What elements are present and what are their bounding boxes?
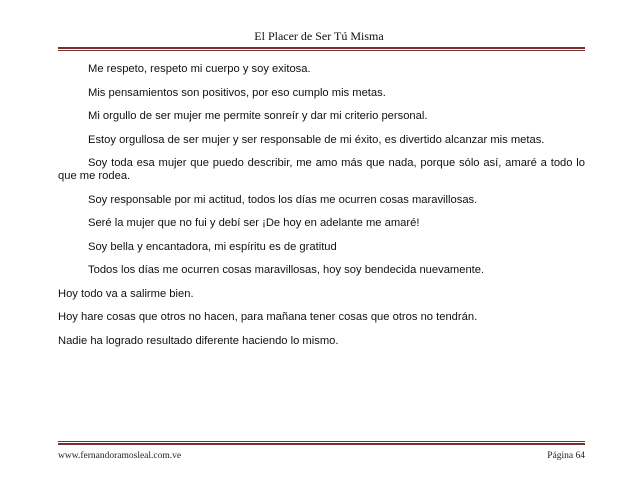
header-rule <box>58 47 585 51</box>
footer-rule <box>58 441 585 445</box>
paragraph: Soy toda esa mujer que puedo describir, me amo más que nada, porque sólo así, amaré a todo lo que me rodea. <box>58 157 585 182</box>
paragraph: Soy bella y encantadora, mi espíritu es de gratitud <box>88 240 337 253</box>
paragraph: Mi orgullo de ser mujer me permite sonreír y dar mi criterio personal. <box>88 110 428 122</box>
paragraph: Todos los días me ocurren cosas maravillosas, hoy soy bendecida nuevamente. <box>88 264 485 276</box>
page-header: El Placer de Ser Tú Misma <box>254 29 384 43</box>
paragraph: Seré la mujer que no fui y debí ser ¡De hoy en adelante me amaré! <box>88 217 420 229</box>
paragraph: Me respeto, respeto mi cuerpo y soy exitosa. <box>88 63 311 75</box>
body-text <box>58 63 585 358</box>
paragraph: Hoy hare cosas que otros no hacen, para mañana tener cosas que otros no tendrán. <box>58 311 478 323</box>
paragraph: Estoy orgullosa de ser mujer y ser responsable de mi éxito, es divertido alcanzar mis metas. <box>88 133 545 146</box>
paragraph: Mis pensamientos son positivos, por eso cumplo mis metas. <box>88 86 386 99</box>
paragraph: Hoy todo va a salirme bien. <box>58 287 194 300</box>
footer-website-link[interactable]: www.fernandoramosleal.com.ve <box>58 451 182 461</box>
paragraph: Nadie ha logrado resultado diferente haciendo lo mismo. <box>58 334 339 347</box>
paragraph: Soy responsable por mi actitud, todos los días me ocurren cosas maravillosas. <box>88 193 478 206</box>
page-number: Página 64 <box>547 451 585 461</box>
